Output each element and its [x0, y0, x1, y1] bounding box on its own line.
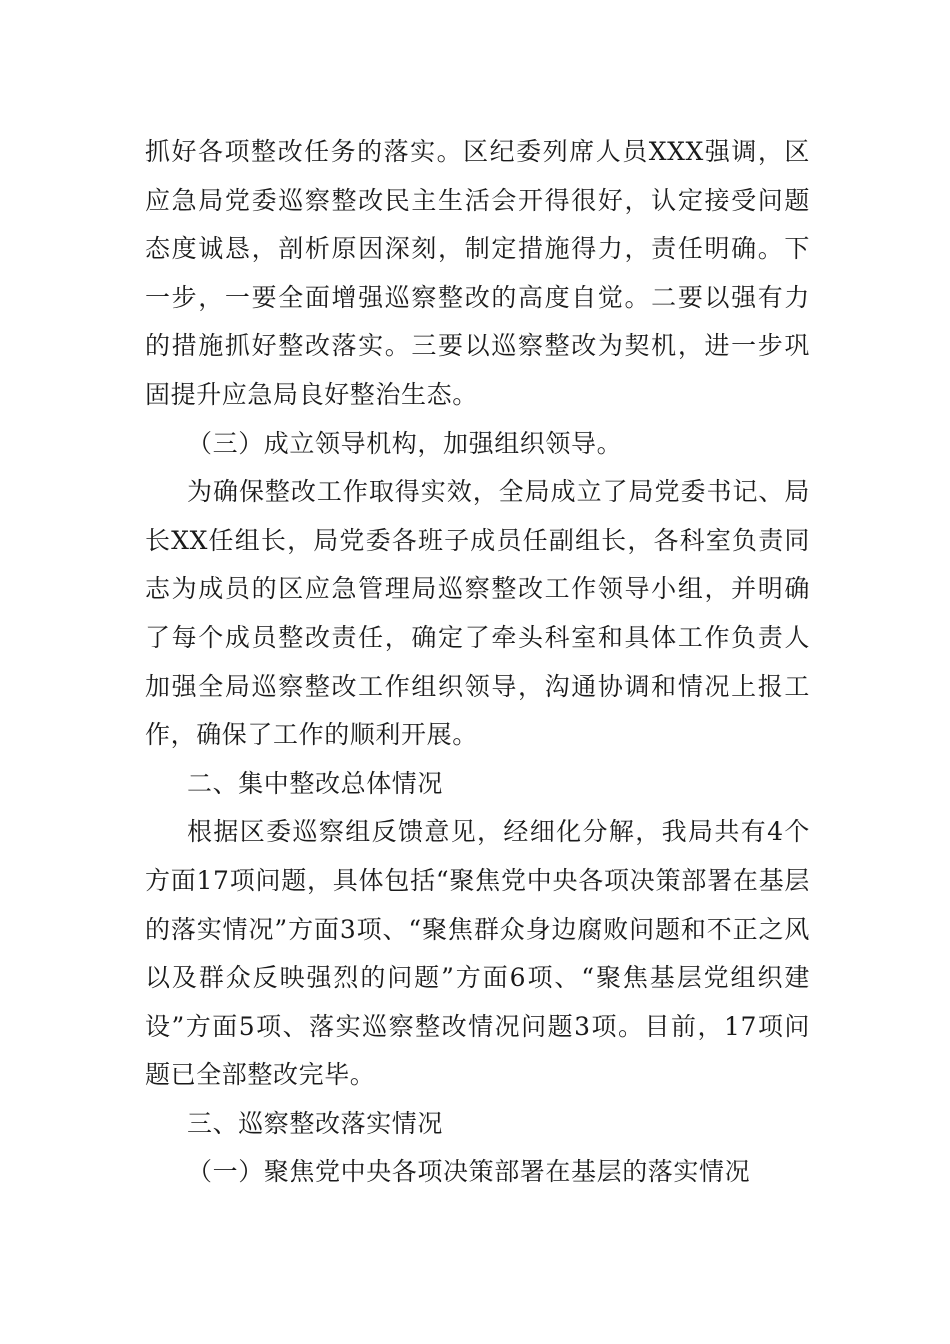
subsection-heading-policy-implementation: （一）聚焦党中央各项决策部署在基层的落实情况 [187, 1157, 751, 1187]
section-heading-overall-rectification: 二、集中整改总体情况 [187, 768, 444, 798]
paragraph-problem-summary: 根据区委巡察组反馈意见，经细化分解，我局共有4个方面17项问题，具体包括“聚焦党中央各项决策部署在基层的落实情况”方面3项、“聚焦群众身边腐败问题和不正之风以及群众反映强烈的问题”方面6项、“聚焦基层党组织建设”方面5项、落实巡察整改情况问题3项。目前，17项问题已全部整改完毕。 [145, 817, 810, 1090]
paragraph-leadership-group: 为确保整改工作取得实效，全局成立了局党委书记、局长XX任组长，局党委各班子成员任副组长，各科室负责同志为成员的区应急管理局巡察整改工作领导小组，并明确了每个成员整改责任，确定了牵头科室和具体工作负责人加强全局巡察整改工作组织领导，沟通协调和情况上报工作，确保了工作的顺利开展。 [145, 477, 810, 750]
document-body [145, 128, 810, 1197]
section-heading-implementation: 三、巡察整改落实情况 [187, 1108, 444, 1138]
paragraph-continuation: 抓好各项整改任务的落实。区纪委列席人员XXX强调，区应急局党委巡察整改民主生活会开得很好，认定接受问题态度诚恳，剖析原因深刻，制定措施得力，责任明确。下一步，一要全面增强巡察整改的高度自觉。二要以强有力的措施抓好整改落实。三要以巡察整改为契机，进一步巩固提升应急局良好整治生态。 [145, 137, 810, 409]
section-heading-establish-leadership: （三）成立领导机构，加强组织领导。 [187, 428, 623, 458]
